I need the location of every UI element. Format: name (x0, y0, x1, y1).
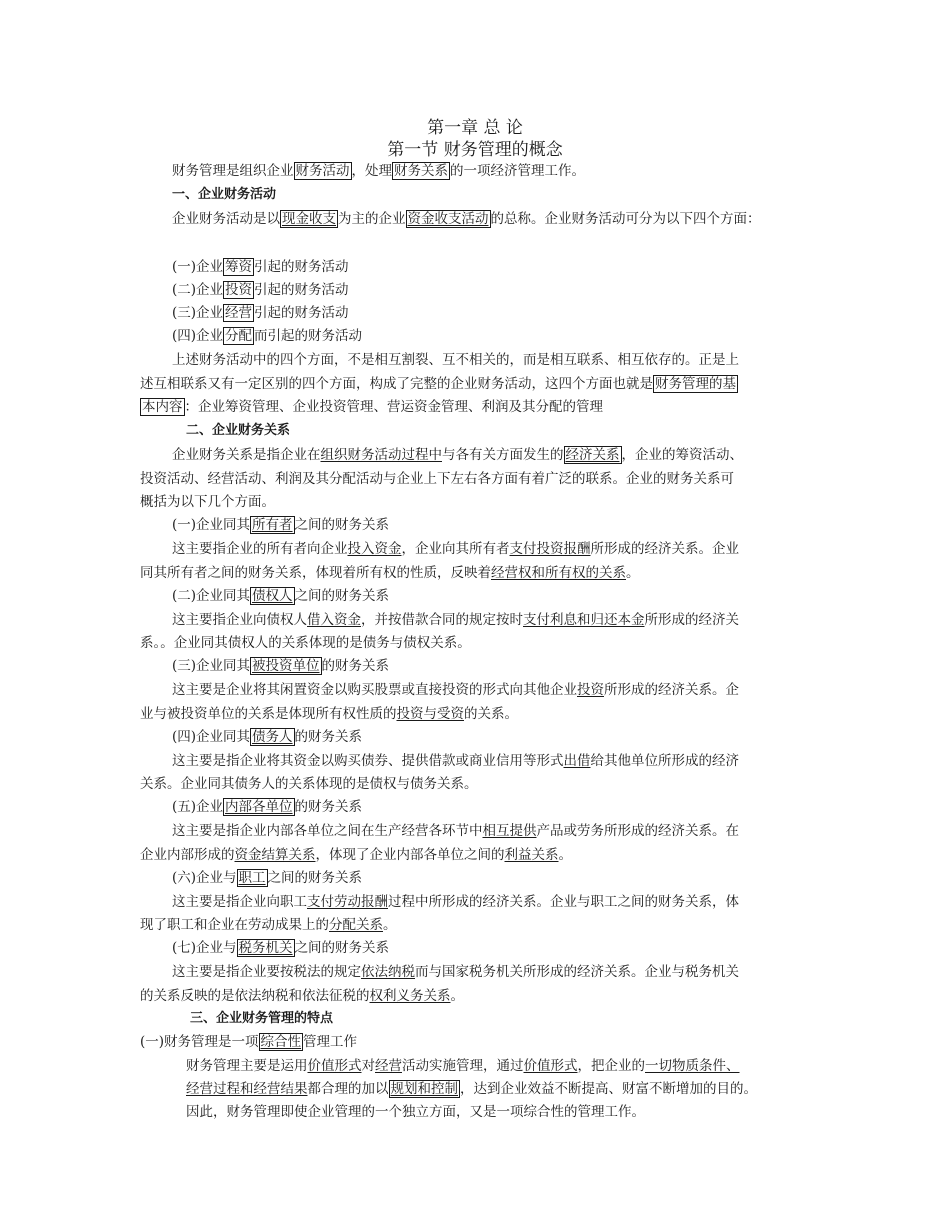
text-segment: 一、企业财务活动 (172, 187, 277, 202)
key-term: 综合性 (260, 1034, 302, 1050)
key-term: 投资 (577, 682, 604, 698)
text-segment: (七)企业与 (172, 940, 237, 956)
text-segment: 活动实施管理，通过 (402, 1058, 524, 1074)
text-segment: 。 (450, 988, 464, 1004)
text-segment: 。 (558, 847, 572, 863)
text-segment: 业与被投资单位的关系是体现所有权性质的 (140, 706, 397, 722)
text-segment: ，处理 (351, 163, 392, 179)
text-segment: 上述财务活动中的四个方面，不是相互割裂、互不相关的，而是相互联系、相互依存的。正是上 (172, 352, 739, 368)
text-line (172, 325, 852, 347)
text-line (172, 585, 852, 607)
text-segment: 而引起的财务活动 (254, 328, 363, 344)
text-segment: 关系。企业同其债务人的关系体现的是债权与债务关系。 (140, 776, 478, 792)
text-segment: 投资活动、经营活动、利润及其分配活动与企业上下左右各方面有着广泛的联系。企业的财务关系可 (140, 471, 734, 487)
text-segment: 管理工作 (303, 1034, 358, 1050)
text-segment: 之间的财务关系 (294, 588, 390, 604)
text-segment: 因此，财务管理即使企业管理的一个独立方面，又是一项综合性的管理工作。 (186, 1104, 645, 1120)
key-term: 资金结算关系 (234, 847, 316, 863)
key-term: 债权人 (252, 588, 293, 604)
key-term: 利益关系 (504, 847, 559, 863)
key-term: 支付投资报酬 (509, 541, 591, 557)
text-segment: (六)企业与 (172, 870, 237, 886)
text-segment: ，企业的筹资活动、 (621, 447, 743, 463)
key-term: 财务活动 (295, 163, 350, 179)
text-segment: (二)企业 (172, 282, 224, 298)
text-segment: 。 (383, 917, 397, 933)
text-segment: 过程中所形成的经济关系。企业与职工之间的财务关系，体 (388, 894, 739, 910)
text-line (172, 867, 852, 889)
text-segment: 为主的企业 (338, 211, 406, 227)
text-segment: 之间的财务关系 (267, 870, 363, 886)
text-segment: 的一项经济管理工作。 (450, 163, 585, 179)
key-term: 经济关系 (565, 447, 620, 463)
text-line (172, 891, 852, 913)
text-segment: 对 (361, 1058, 375, 1074)
section-heading (186, 420, 866, 442)
key-term: 规划和控制 (390, 1081, 458, 1097)
text-line (186, 1055, 866, 1077)
text-segment: 这主要指企业向债权人 (172, 612, 307, 628)
text-segment: 的关系反映的是依法纳税和依法征税的 (140, 988, 370, 1004)
text-segment: 的财务关系 (294, 799, 363, 815)
key-term: 现金收支 (282, 211, 336, 227)
text-segment: ，体现了企业内部各单位之间的 (315, 847, 505, 863)
key-term: 资金收支活动 (407, 211, 489, 227)
text-segment: 现了职工和企业在劳动成果上的 (140, 917, 329, 933)
text-line (172, 208, 852, 230)
key-term: 价值形式 (307, 1058, 362, 1074)
key-term: 所有者 (252, 517, 293, 533)
text-segment: 三、企业财务管理的特点 (190, 1011, 334, 1026)
text-segment: 同其所有者之间的财务关系，体现着所有权的性质，反映着 (140, 565, 491, 581)
key-term: 投资与受资 (396, 706, 464, 722)
text-segment: (四)企业同其 (172, 729, 251, 745)
text-line (172, 750, 852, 772)
key-term: 经营 (225, 305, 253, 321)
section-heading (190, 1008, 870, 1030)
text-line (172, 726, 852, 748)
text-segment: 企业内部形成的 (140, 847, 235, 863)
text-segment: 概括为以下几个方面。 (140, 494, 275, 510)
key-term: 税务机关 (238, 940, 293, 956)
key-term: 职工 (238, 870, 266, 886)
text-segment: 二、企业财务关系 (186, 423, 291, 438)
text-line (172, 302, 852, 324)
key-term: 投资 (225, 282, 253, 298)
key-term: 分配关系 (329, 917, 383, 933)
text-line (172, 160, 852, 182)
text-segment: 这主要是指企业内部各单位之间在生产经营各环节中 (172, 823, 483, 839)
text-line (172, 937, 852, 959)
text-line (172, 538, 852, 560)
text-line (140, 703, 820, 725)
text-segment: 引起的财务活动 (254, 259, 349, 275)
text-segment: (三)企业同其 (172, 658, 251, 674)
key-term: 分配 (225, 328, 253, 344)
key-term: 价值形式 (523, 1058, 578, 1074)
text-line (172, 961, 852, 983)
text-line (172, 655, 852, 677)
text-line (172, 796, 852, 818)
text-segment: (一)财务管理是一项 (140, 1034, 259, 1050)
text-segment: 所形成的经济关系。企业 (590, 541, 739, 557)
text-line (140, 985, 820, 1007)
key-term: 组织财务活动过程中 (320, 447, 442, 463)
key-term: 本内容 (142, 399, 183, 415)
text-segment: 的财务关系 (294, 729, 363, 745)
text-segment: ：企业筹资管理、企业投资管理、营运资金管理、利润及其分配的管理 (184, 399, 603, 415)
text-segment: 所形成的经济关系。企 (604, 682, 739, 698)
key-term: 借入资金 (307, 612, 361, 628)
text-line (140, 491, 820, 513)
text-segment: 述互相联系又有一定区别的四个方面，构成了完整的企业财务活动，这四个方面也就是 (140, 376, 653, 392)
text-segment: 的关系。 (464, 706, 518, 722)
text-segment: (二)企业同其 (172, 588, 251, 604)
key-term: 支付利息和归还本金 (523, 612, 645, 628)
key-term: 财务管理的基 (655, 376, 736, 392)
text-segment: 。 (626, 565, 640, 581)
text-line (172, 256, 852, 278)
text-segment: 企业财务活动是以 (172, 211, 280, 227)
text-segment: 给其他单位所形成的经济 (590, 753, 739, 769)
text-segment: 这主要指企业的所有者向企业 (172, 541, 348, 557)
key-term: 被投资单位 (252, 658, 320, 674)
text-segment: 与各有关方面发生的 (442, 447, 564, 463)
text-line (172, 679, 852, 701)
key-term: 出借 (563, 753, 591, 769)
text-segment: ，达到企业效益不断提高、财富不断增加的目的。 (460, 1081, 757, 1097)
key-term: 筹资 (225, 259, 253, 275)
text-line (140, 1031, 820, 1053)
text-segment: 都合理的加以 (307, 1081, 389, 1097)
text-segment: 产品或劳务所形成的经济关系。在 (536, 823, 739, 839)
key-term: 支付劳动报酬 (307, 894, 388, 910)
text-line (172, 349, 852, 371)
key-term: 财务关系 (394, 163, 448, 179)
text-line (186, 1078, 866, 1100)
text-segment: 引起的财务活动 (254, 282, 349, 298)
key-term: 经营权和所有权的关系 (491, 565, 626, 581)
text-segment: 财务管理主要是运用 (186, 1058, 308, 1074)
text-segment: 系。。企业同其债权人的关系体现的是债务与债权关系。 (140, 635, 471, 651)
text-segment: ，企业向其所有者 (401, 541, 510, 557)
text-segment: 财务管理是组织企业 (172, 163, 294, 179)
key-term: 内部各单位 (225, 799, 293, 815)
text-segment: ，把企业的 (577, 1058, 645, 1074)
text-line (172, 609, 852, 631)
key-term: 经营 (375, 1058, 402, 1074)
text-segment: (一)企业 (172, 259, 224, 275)
text-segment: 的总称。企业财务活动可分为以下四个方面： (490, 211, 761, 227)
section-heading (172, 184, 852, 206)
chapter-title: 第一章 总 论 (427, 118, 523, 138)
text-segment: (一)企业同其 (172, 517, 251, 533)
key-term: 债务人 (252, 729, 293, 745)
text-segment: 这主要是企业将其闲置资金以购买股票或直接投资的形式向其他企业 (172, 682, 577, 698)
text-line (140, 773, 820, 795)
key-term: 经营过程和经营结果 (186, 1081, 308, 1097)
text-segment: 而与国家税务机关所形成的经济关系。企业与税务机关 (415, 964, 739, 980)
text-segment: 这主要是指企业将其资金以购买债券、提供借款或商业信用等形式 (172, 753, 564, 769)
text-line (140, 632, 820, 654)
text-line (172, 820, 852, 842)
key-term: 投入资金 (347, 541, 402, 557)
key-term: 权利义务关系 (369, 988, 451, 1004)
key-term: 依法纳税 (361, 964, 415, 980)
text-segment: ，并按借款合同的规定按时 (361, 612, 523, 628)
text-line (172, 279, 852, 301)
text-line (186, 1101, 866, 1123)
text-segment: 之间的财务关系 (294, 940, 390, 956)
section-title: 第一节 财务管理的概念 (387, 140, 563, 160)
key-term: 相互提供 (482, 823, 537, 839)
text-line (140, 468, 820, 490)
text-segment: 之间的财务关系 (294, 517, 390, 533)
text-line (140, 914, 820, 936)
key-term: 一切物质条件、 (645, 1058, 740, 1074)
text-segment: 所形成的经济关 (644, 612, 739, 628)
text-line (140, 844, 820, 866)
text-segment: 企业财务关系是指企业在 (172, 447, 321, 463)
text-line (172, 514, 852, 536)
text-segment: 引起的财务活动 (254, 305, 349, 321)
text-line (140, 373, 820, 395)
text-segment: (三)企业 (172, 305, 224, 321)
text-segment: 这主要是指企业向职工 (172, 894, 307, 910)
text-segment: 的财务关系 (321, 658, 390, 674)
text-line (172, 444, 852, 466)
text-segment: 这主要是指企业要按税法的规定 (172, 964, 361, 980)
text-line (140, 396, 820, 418)
text-segment: (五)企业 (172, 799, 224, 815)
text-segment: (四)企业 (172, 328, 224, 344)
text-line (140, 562, 820, 584)
